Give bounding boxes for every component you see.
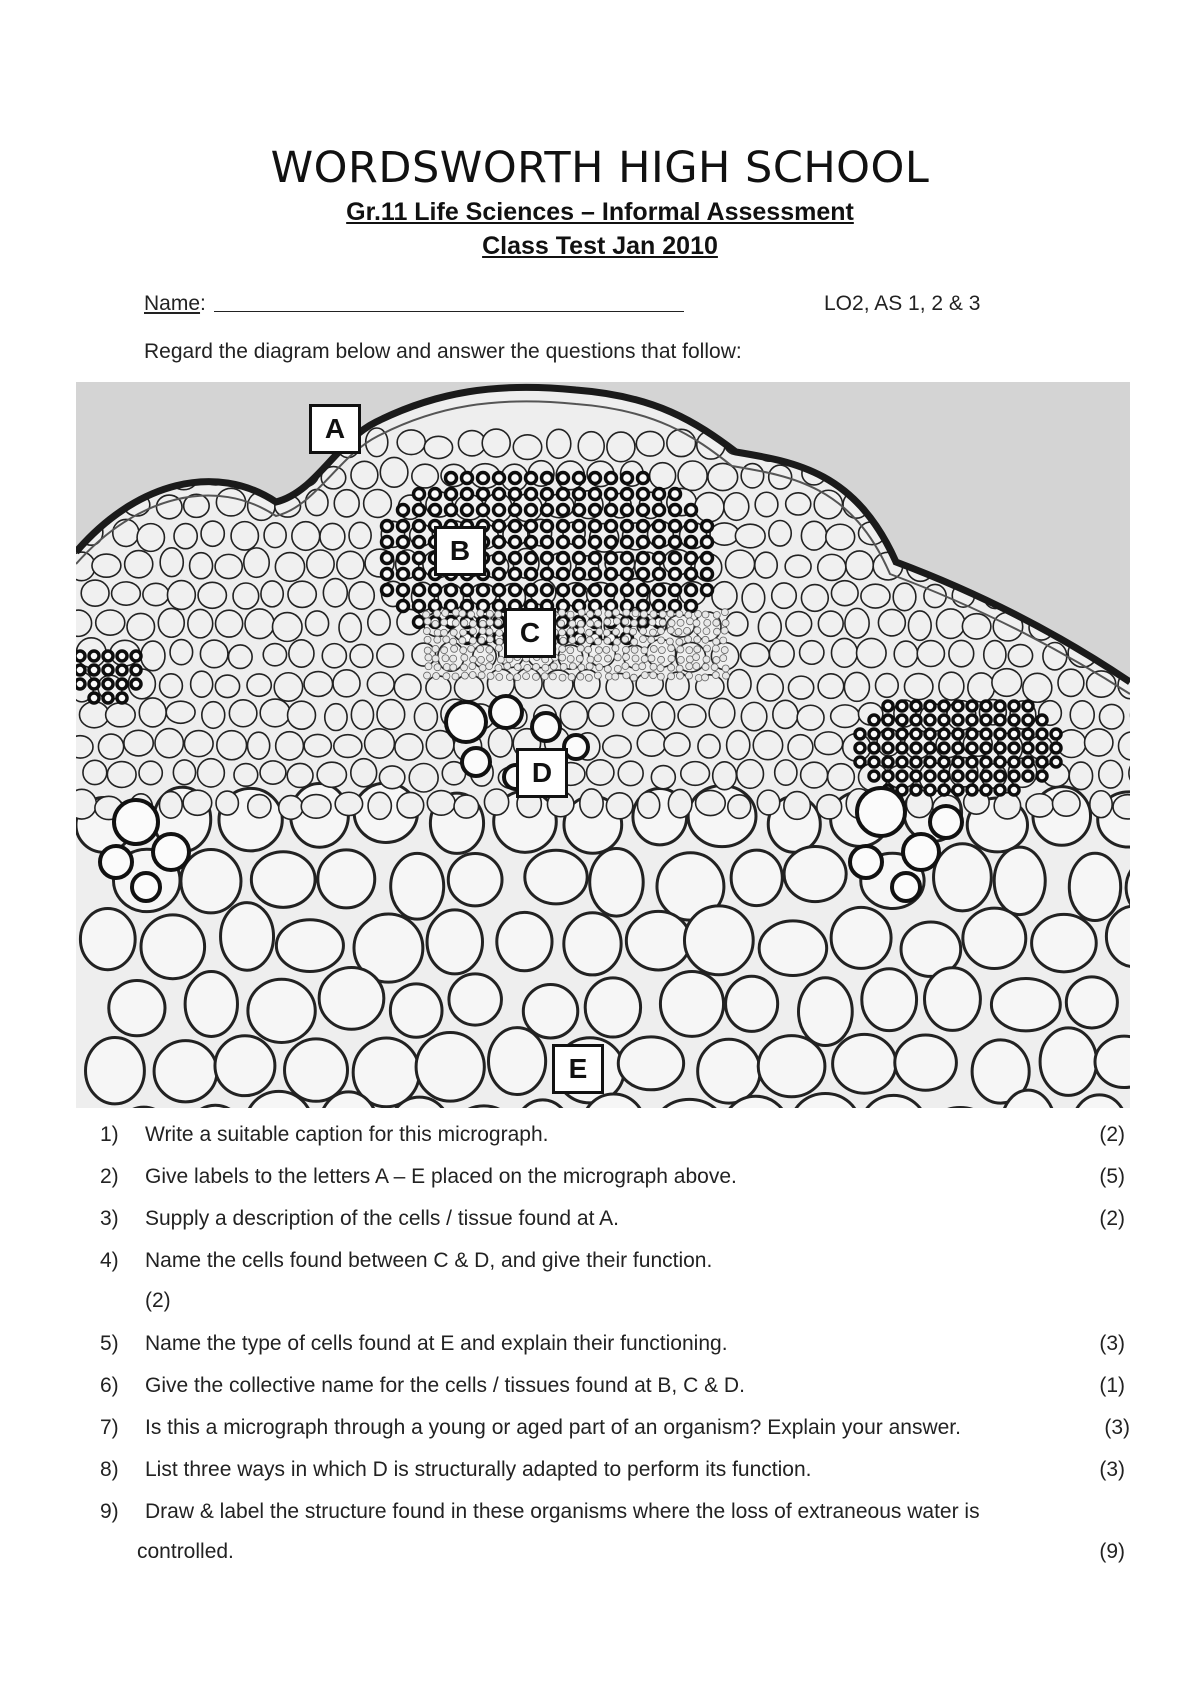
- question-text: Supply a description of the cells / tissue found at A.: [145, 1207, 619, 1230]
- question-text: Give the collective name for the cells / tissues found at B, C & D.: [145, 1374, 745, 1397]
- learning-outcome: LO2, AS 1, 2 & 3: [824, 292, 981, 315]
- label-D: D: [516, 748, 568, 798]
- question-text: Is this a micrograph through a young or aged part of an organism? Explain your answer.: [145, 1416, 961, 1439]
- micrograph-image: [76, 382, 1130, 1108]
- instruction-text: Regard the diagram below and answer the questions that follow:: [144, 340, 742, 363]
- name-blank-line[interactable]: [214, 293, 684, 312]
- question-number: 2): [100, 1165, 119, 1188]
- question-marks: (3): [1104, 1416, 1130, 1439]
- question-marks: (2): [1099, 1123, 1125, 1146]
- question-text: Give labels to the letters A – E placed on the micrograph above.: [145, 1165, 737, 1188]
- question-marks: (2): [1099, 1207, 1125, 1230]
- name-colon: :: [200, 292, 206, 315]
- question-number: 8): [100, 1458, 119, 1481]
- question-text: Write a suitable caption for this micrograph.: [145, 1123, 549, 1146]
- label-A: A: [309, 404, 361, 454]
- name-row: [144, 292, 1044, 316]
- question-number: 4): [100, 1249, 119, 1272]
- question-number: 9): [100, 1500, 119, 1523]
- question-marks: (3): [1099, 1458, 1125, 1481]
- question-marks: (1): [1099, 1374, 1125, 1397]
- question-text: Draw & label the structure found in these organisms where the loss of extraneous water is: [145, 1500, 980, 1523]
- question-number: 5): [100, 1332, 119, 1355]
- label-E: E: [552, 1044, 604, 1094]
- question-marks: (2): [145, 1289, 171, 1312]
- plant-stem-micrograph: [76, 382, 1130, 1108]
- question-marks: (9): [1099, 1540, 1125, 1563]
- label-C: C: [504, 608, 556, 658]
- question-number: 1): [100, 1123, 119, 1146]
- question-text: Name the cells found between C & D, and give their function.: [145, 1249, 713, 1272]
- assessment-subtitle: Gr.11 Life Sciences – Informal Assessment: [346, 198, 854, 226]
- question-marks: (3): [1099, 1332, 1125, 1355]
- test-date-subtitle: Class Test Jan 2010: [482, 232, 718, 260]
- question-number: 3): [100, 1207, 119, 1230]
- name-label: Name: [144, 292, 201, 315]
- question-marks: (5): [1099, 1165, 1125, 1188]
- label-B: B: [434, 526, 486, 576]
- school-title: WORDSWORTH HIGH SCHOOL: [270, 143, 930, 193]
- question-number: 7): [100, 1416, 119, 1439]
- question-text: List three ways in which D is structurally adapted to perform its function.: [145, 1458, 812, 1481]
- question-text-continued: controlled.: [137, 1540, 234, 1563]
- question-number: 6): [100, 1374, 119, 1397]
- question-text: Name the type of cells found at E and explain their functioning.: [145, 1332, 728, 1355]
